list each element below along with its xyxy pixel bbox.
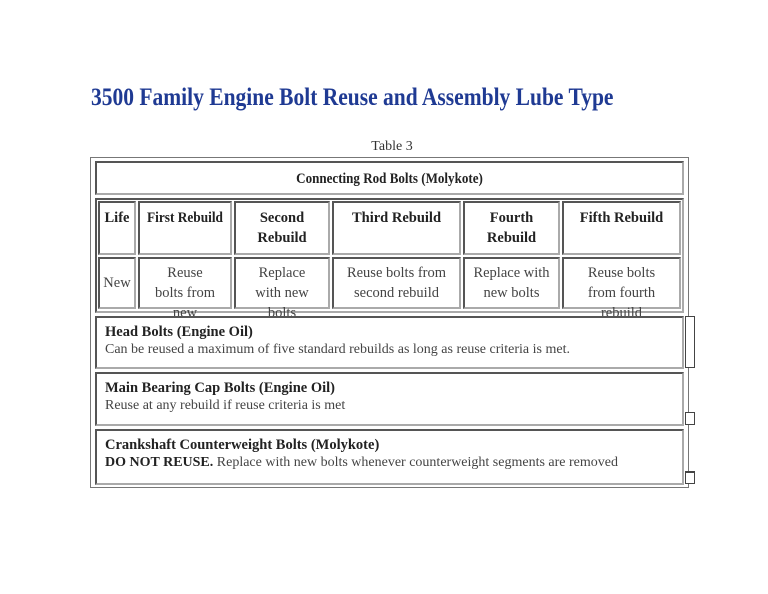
value-fourth-rebuild: Replace with new bolts — [473, 265, 550, 301]
value-second-rebuild: Replace with new bolts — [255, 265, 309, 321]
value-cell-fifth — [562, 257, 681, 321]
header-life: Life — [104, 210, 130, 226]
header-cell-third — [332, 201, 461, 255]
value-cell-second — [234, 257, 330, 321]
value-cell-third — [332, 257, 461, 309]
value-cell-life — [98, 257, 136, 309]
section-crankshaft — [95, 429, 684, 485]
header-fifth-rebuild: Fifth Rebuild — [579, 210, 664, 226]
section-head-bolts-text — [105, 323, 570, 359]
value-third-rebuild: Reuse bolts from second rebuild — [346, 265, 447, 301]
section-title: Crankshaft Counterweight Bolts (Molykote) — [105, 437, 380, 453]
table-caption: Table 3 — [371, 139, 413, 154]
page-title: 3500 Family Engine Bolt Reuse and Assembly Lube Type — [91, 84, 614, 111]
scrollbar-thumb[interactable] — [685, 316, 695, 368]
section-body — [105, 454, 618, 472]
header-cell-second — [234, 201, 330, 255]
value-cell-fourth — [463, 257, 560, 309]
section-body: Can be reused a maximum of five standard rebuilds as long as reuse criteria is met. — [105, 342, 570, 357]
section-body: Reuse at any rebuild if reuse criteria is met — [105, 398, 346, 413]
section-body-rest: Replace with new bolts whenever counterweight segments are removed — [216, 455, 618, 470]
header-second-rebuild: Second Rebuild — [257, 210, 307, 246]
value-first-rebuild: Reuse bolts from new — [154, 265, 215, 321]
header-fourth-rebuild: Fourth Rebuild — [486, 210, 537, 246]
header-cell-life — [98, 201, 136, 255]
connecting-rod-heading-cell — [95, 161, 684, 195]
section-crankshaft-text — [105, 436, 618, 472]
connecting-rod-heading: Connecting Rod Bolts (Molykote) — [296, 171, 483, 187]
value-life: New — [103, 275, 131, 291]
header-cell-fifth — [562, 201, 681, 255]
header-third-rebuild: Third Rebuild — [351, 210, 442, 226]
header-cell-first — [138, 201, 232, 255]
section-main-bearing — [95, 372, 684, 426]
scroll-box[interactable] — [685, 412, 695, 425]
section-title: Head Bolts (Engine Oil) — [105, 324, 253, 340]
value-cell-first — [138, 257, 232, 321]
scroll-box-bottom[interactable] — [685, 471, 695, 484]
section-head-bolts — [95, 316, 684, 369]
bolt-table — [90, 157, 689, 488]
section-title: Main Bearing Cap Bolts (Engine Oil) — [105, 380, 336, 396]
header-first-rebuild: First Rebuild — [147, 210, 223, 226]
section-body-strong: DO NOT REUSE. — [105, 455, 214, 470]
connecting-rod-grid — [95, 198, 684, 321]
section-main-bearing-text — [105, 379, 345, 415]
value-fifth-rebuild: Reuse bolts from fourth rebuild — [587, 265, 656, 321]
header-cell-fourth — [463, 201, 560, 255]
